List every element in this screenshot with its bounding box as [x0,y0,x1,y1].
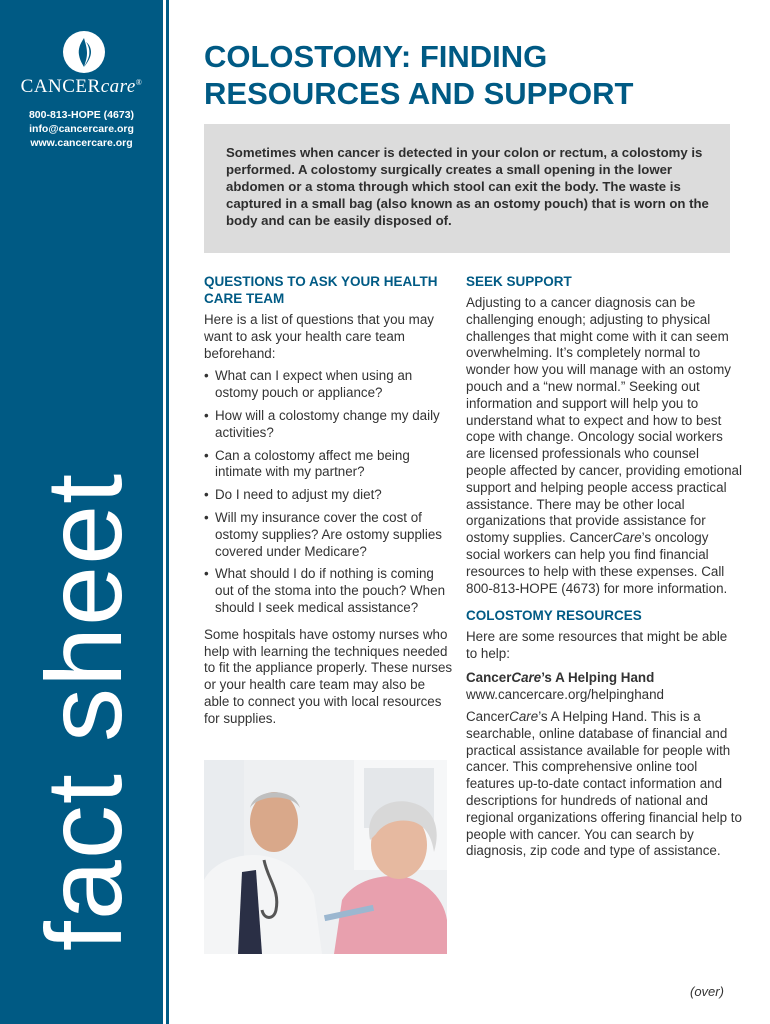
question-item: • Can a colostomy affect me being intimate with my partner? [204,447,410,480]
question-item: • How will a colostomy change my daily activities? [204,407,440,440]
resources-heading: COLOSTOMY RESOURCES [466,608,642,624]
over-label: (over) [690,984,724,999]
fact-sheet-label: fact sheet [23,472,144,952]
support-body: Adjusting to a cancer diagnosis can be challenging enough; adjusting to physical challenges that might come with it can seem overwhelming. It’s completely normal to wonder how you will manage with an ostomy pouch and a “new normal.” Seeking out information and support will help you to understand what to expect and how to best cope with change. Oncology social workers are licensed professionals who counsel people affected by cancer, providing emotional support and helping people access practical assistance. There may be other local organizations that provide assistance for ostomy supplies. CancerCare’s oncology social workers can help you find financial resources to help with these expenses. Call 800-813-HOPE (4673) for more information. [466,295,742,596]
questions-lead: Here is a list of questions that you may want to ask your health care team beforehand: [204,312,434,361]
resource-url[interactable]: www.cancercare.org/helpinghand [466,686,665,702]
email-address[interactable]: info@cancercare.org [29,123,134,135]
website-link[interactable]: www.cancercare.org [30,137,133,149]
page-title: COLOSTOMY: FINDING RESOURCES AND SUPPORT [204,39,634,111]
contact-info [0,108,163,150]
support-column [466,273,742,866]
sidebar [0,0,163,1024]
cancercare-logo-icon [62,30,106,74]
resource-name: CancerCare’s A Helping Hand [466,669,655,685]
questions-column [204,273,454,734]
question-item: • What can I expect when using an ostomy pouch or appliance? [204,368,413,401]
questions-heading: QUESTIONS TO ASK YOUR HEALTH CARE TEAM [204,274,438,306]
resource-description: CancerCare’s A Helping Hand. This is a searchable, online database of financial and practical assistance available for people with cancer. This comprehensive online tool features up-to-date contact information and descriptions for hundreds of national and regional organizations offering financial help to people with cancer. You can search by diagnosis, zip code and type of assistance. [466,708,742,859]
support-heading: SEEK SUPPORT [466,274,572,289]
question-item: • What should I do if nothing is coming out of the stoma into the pouch? When should I seek medical assistance? [204,566,446,615]
resources-lead: Here are some resources that might be able to help: [466,629,728,662]
intro-box [204,124,730,253]
intro-text: Sometimes when cancer is detected in your colon or rectum, a colostomy is performed. A colostomy surgically creates a small opening in the lower abdomen or a stoma through which stool can exit the body. The waste is captured in a small bag (also known as an ostomy pouch) that is worn on the body and can be easily disposed of. [226,145,709,228]
sidebar-divider [166,0,169,1024]
doctor-patient-photo [204,760,447,954]
question-item: • Do I need to adjust my diet? [204,487,382,503]
question-item: • Will my insurance cover the cost of ostomy supplies? Are ostomy supplies covered under Medicare? [204,509,443,559]
phone-number: 800-813-HOPE (4673) [28,109,135,121]
questions-closing: Some hospitals have ostomy nurses who help with learning the techniques needed to fit the appliance properly. These nurses or your health care team may also be able to connect you with local resources for supplies. [204,626,453,726]
questions-list [204,368,454,616]
cancercare-logo-text: CANCERcare® [20,76,143,97]
